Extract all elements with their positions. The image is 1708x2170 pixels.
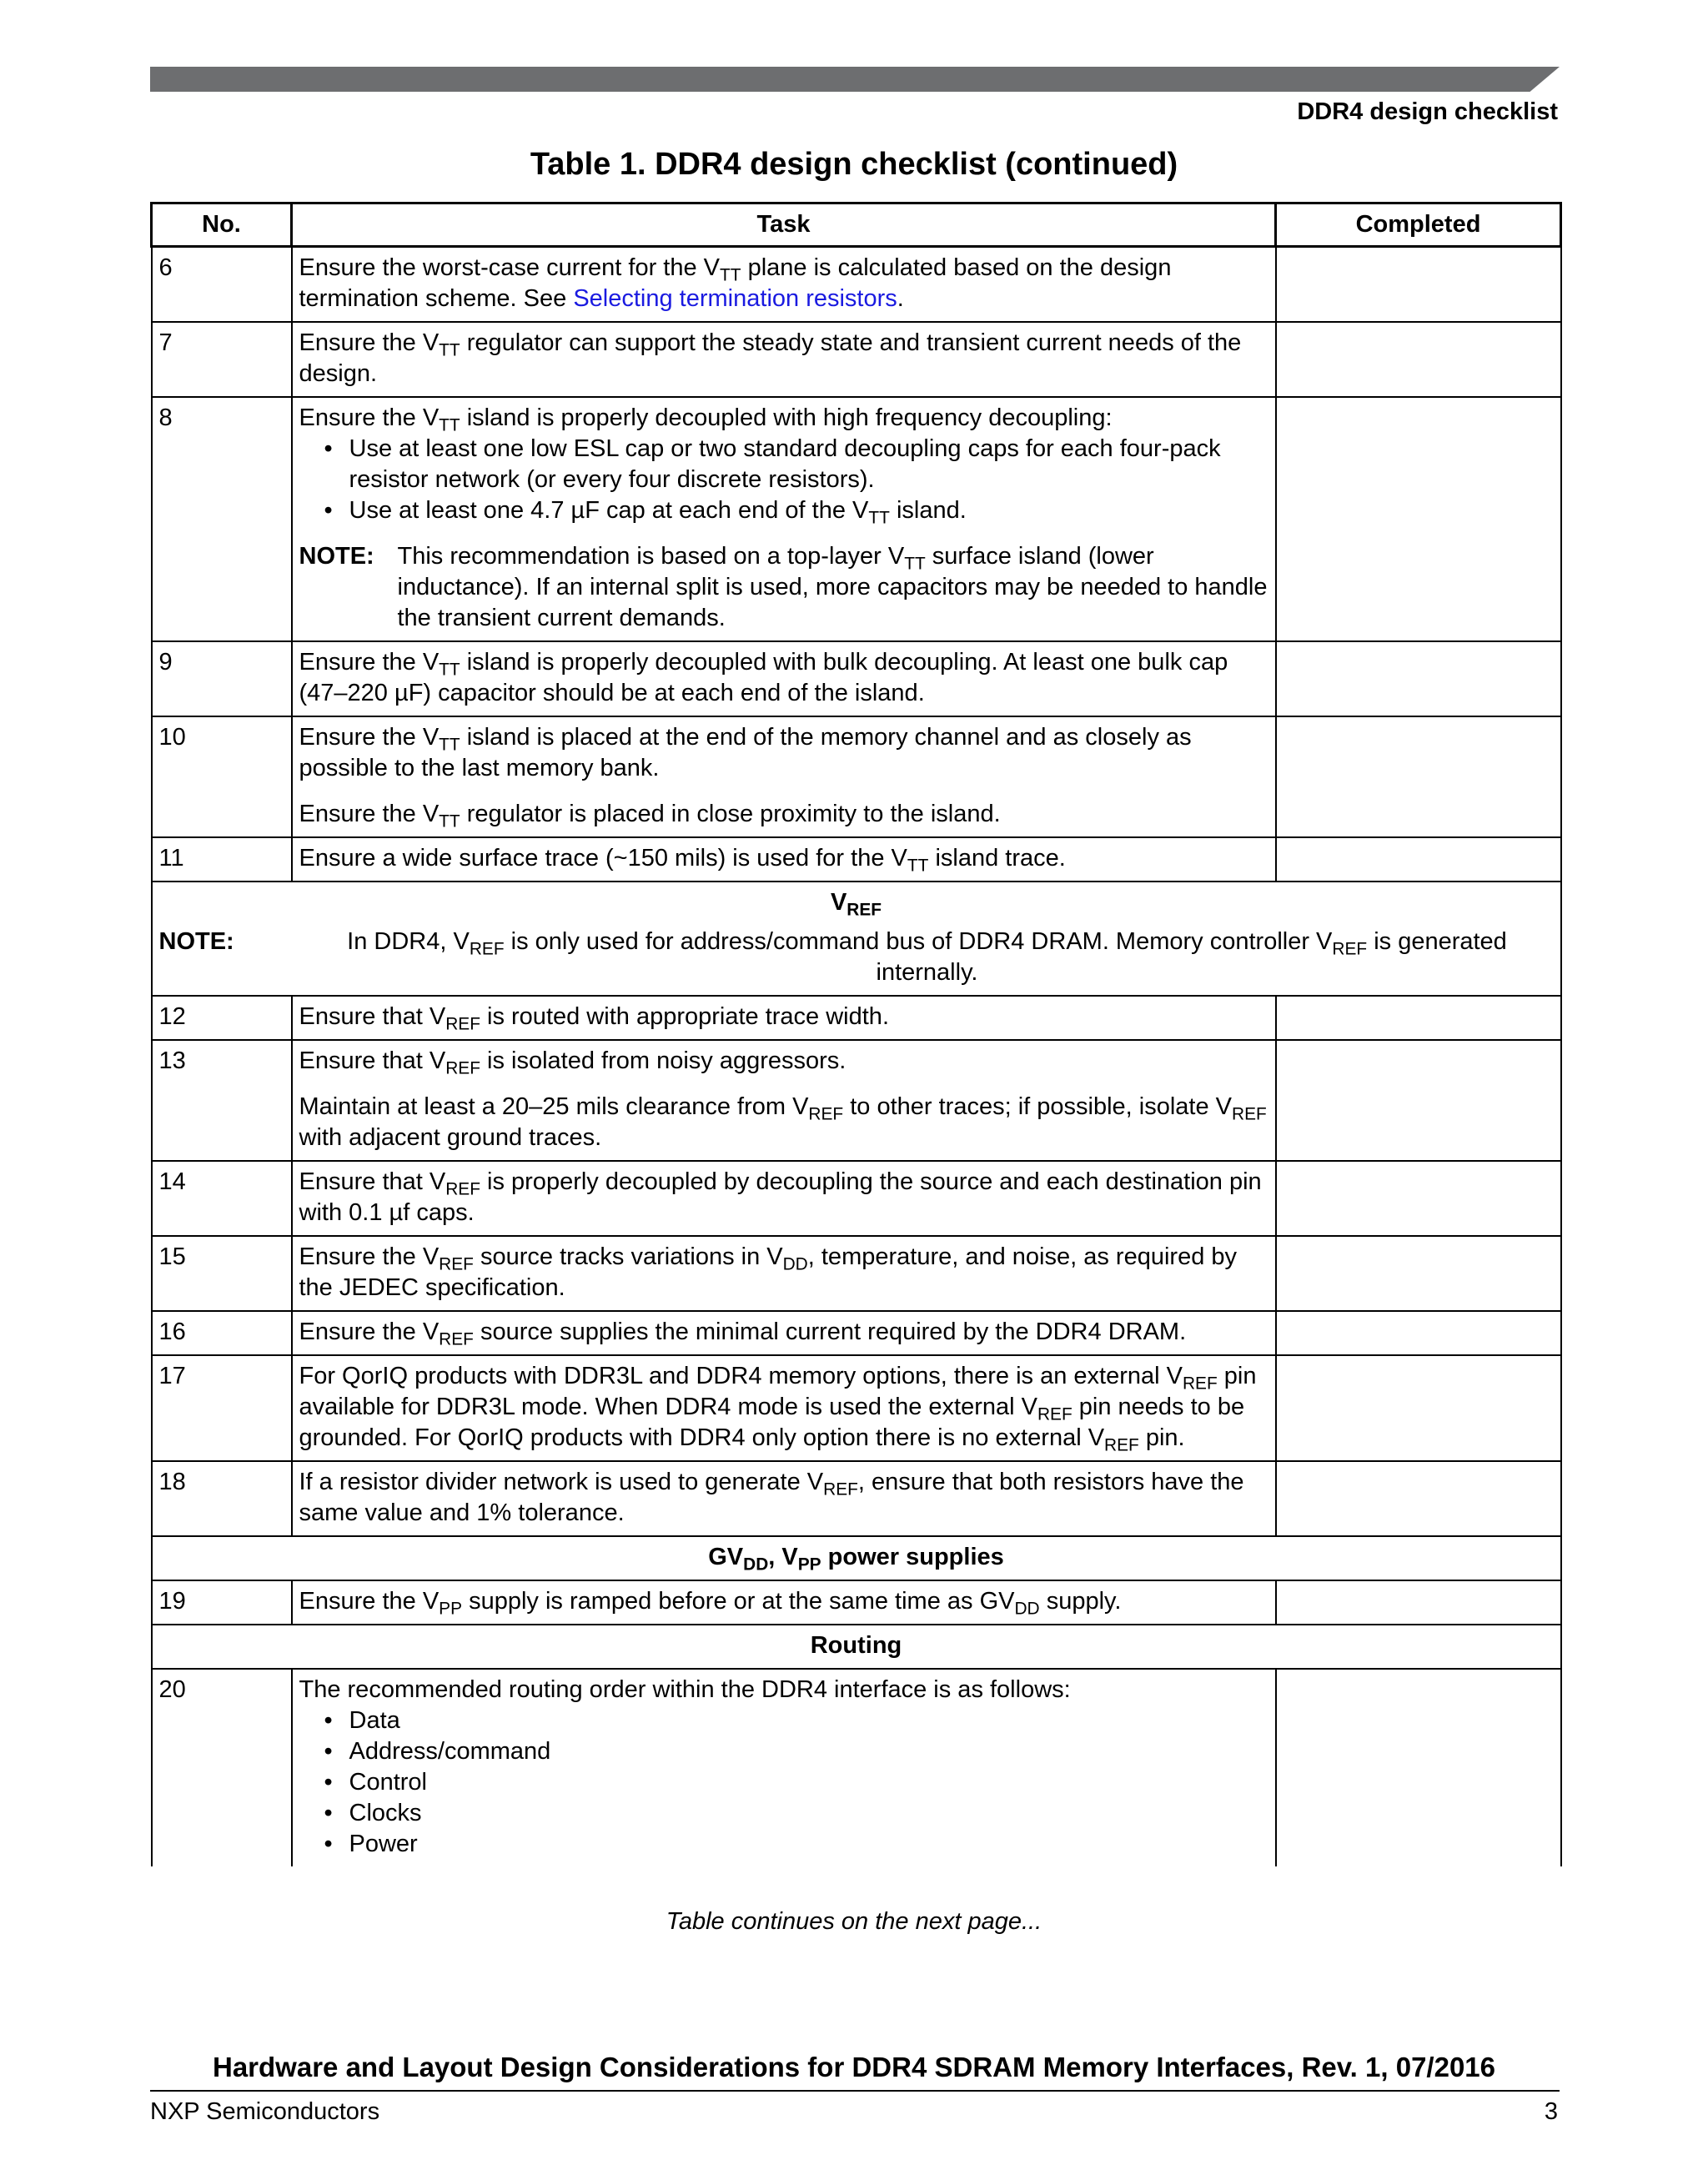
footer-divider bbox=[150, 2090, 1560, 2092]
bullet-list bbox=[299, 434, 1268, 526]
company-name: NXP Semiconductors bbox=[150, 2098, 380, 2125]
table-row bbox=[152, 1040, 1561, 1161]
row-number: 12 bbox=[152, 996, 292, 1040]
list-item: • Use at least one 4.7 µF cap at each end of the $V_{TT}$ island. bbox=[349, 495, 1268, 526]
row-number: 9 bbox=[152, 641, 292, 716]
section-row-power bbox=[152, 1536, 1561, 1580]
task-cell: Ensure the $V_{TT}$ island is placed at the end of the memory channel and as closely as possible to the last memory bank. Ensure the $V_{TT}$ regulator is placed in close proximity to the island. bbox=[292, 716, 1276, 837]
row-number: 7 bbox=[152, 322, 292, 397]
task-cell: For QorIQ products with DDR3L and DDR4 memory options, there is an external $V_{REF}$ pin available for DDR3L mode. When DDR4 mode is used the external $V_{REF}$ pin needs to be grounded. For QorIQ products with DDR4 only option there is no external $V_{REF}$ pin. bbox=[292, 1355, 1276, 1461]
row-number: 16 bbox=[152, 1311, 292, 1355]
column-header-no: No. bbox=[152, 203, 292, 247]
task-cell: Ensure a wide surface trace (~150 mils) is used for the $V_{TT}$ island trace. bbox=[292, 837, 1276, 882]
page-number: 3 bbox=[1544, 2098, 1558, 2125]
table-row bbox=[152, 837, 1561, 882]
table-header-row bbox=[152, 203, 1561, 247]
table-row bbox=[152, 1161, 1561, 1236]
table-row bbox=[152, 716, 1561, 837]
table-row bbox=[152, 1311, 1561, 1355]
section-title-routing: Routing bbox=[152, 1625, 1561, 1669]
task-cell: If a resistor divider network is used to generate $V_{REF}$, ensure that both resistors have the same value and 1% tolerance. bbox=[292, 1461, 1276, 1536]
completed-cell[interactable] bbox=[1276, 1355, 1561, 1461]
task-cell: Ensure the $V_{PP}$ supply is ramped before or at the same time as $GV_{DD}$ supply. bbox=[292, 1580, 1276, 1625]
row-number: 17 bbox=[152, 1355, 292, 1461]
header-bar bbox=[150, 67, 1560, 92]
list-item: • Address/command bbox=[349, 1736, 1268, 1767]
section-title-power: $GV_{DD}$, $V_{PP}$ power supplies bbox=[152, 1536, 1561, 1580]
table-row bbox=[152, 1461, 1561, 1536]
note bbox=[299, 541, 1268, 634]
row-number: 14 bbox=[152, 1161, 292, 1236]
table-row bbox=[152, 247, 1561, 323]
task-cell: Ensure the $V_{TT}$ island is properly decoupled with bulk decoupling. At least one bulk cap (47–220 µF) capacitor should be at each end of the island. bbox=[292, 641, 1276, 716]
section-title-vref: $V_{REF}$ bbox=[830, 889, 882, 920]
list-item: • Data bbox=[349, 1705, 1268, 1736]
bullet-list bbox=[299, 1705, 1268, 1860]
row-number: 11 bbox=[152, 837, 292, 882]
completed-cell[interactable] bbox=[1276, 1040, 1561, 1161]
section-row-routing bbox=[152, 1625, 1561, 1669]
completed-cell[interactable] bbox=[1276, 1580, 1561, 1625]
completed-cell[interactable] bbox=[1276, 1669, 1561, 1866]
list-item: • Use at least one low ESL cap or two standard decoupling caps for each four-pack resistor network (or every four discrete resistors). bbox=[349, 434, 1268, 495]
table-title: Table 1. DDR4 design checklist (continued) bbox=[530, 147, 1178, 182]
running-head: DDR4 design checklist bbox=[1297, 98, 1558, 125]
row-number: 8 bbox=[152, 397, 292, 641]
completed-cell[interactable] bbox=[1276, 716, 1561, 837]
task-cell: Ensure the $V_{REF}$ source tracks variations in $V_{DD}$, temperature, and noise, as required by the JEDEC specification. bbox=[292, 1236, 1276, 1311]
table-row bbox=[152, 641, 1561, 716]
task-cell: The recommended routing order within the DDR4 interface is as follows: • Data • Address/command • Control • Clocks • Power bbox=[292, 1669, 1276, 1866]
row-number: 19 bbox=[152, 1580, 292, 1625]
note-text: This recommendation is based on a top-layer $V_{TT}$ surface island (lower inductance). If an internal split is used, more capacitors may be needed to handle the transient current demands. bbox=[397, 543, 1268, 631]
table-row bbox=[152, 1355, 1561, 1461]
table-row bbox=[152, 1669, 1561, 1866]
row-number: 6 bbox=[152, 247, 292, 323]
task-cell: Ensure the $V_{TT}$ regulator can support the steady state and transient current needs of the design. bbox=[292, 322, 1276, 397]
list-item: • Power bbox=[349, 1829, 1268, 1860]
column-header-completed: Completed bbox=[1276, 203, 1561, 247]
task-cell: Ensure that $V_{REF}$ is routed with appropriate trace width. bbox=[292, 996, 1276, 1040]
table-row bbox=[152, 397, 1561, 641]
completed-cell[interactable] bbox=[1276, 1461, 1561, 1536]
completed-cell[interactable] bbox=[1276, 322, 1561, 397]
row-number: 10 bbox=[152, 716, 292, 837]
row-number: 20 bbox=[152, 1669, 292, 1866]
table-row bbox=[152, 1236, 1561, 1311]
document-title: Hardware and Layout Design Considerations for DDR4 SDRAM Memory Interfaces, Rev. 1, 07/2016 bbox=[213, 2052, 1495, 2082]
note-text: In DDR4, $V_{REF}$ is only used for address/command bus of DDR4 DRAM. Memory controller $V_{REF}$ is generated internally. bbox=[347, 928, 1507, 986]
checklist-table bbox=[150, 202, 1562, 1866]
table-row bbox=[152, 322, 1561, 397]
task-cell: Ensure the $V_{REF}$ source supplies the minimal current required by the DDR4 DRAM. bbox=[292, 1311, 1276, 1355]
task-cell: Ensure the worst-case current for the $V_{TT}$ plane is calculated based on the design termination scheme. See Selecting termination resistors. bbox=[292, 247, 1276, 323]
column-header-task: Task bbox=[292, 203, 1276, 247]
completed-cell[interactable] bbox=[1276, 397, 1561, 641]
completed-cell[interactable] bbox=[1276, 247, 1561, 323]
table-continues-note: Table continues on the next page... bbox=[666, 1908, 1042, 1935]
row-number: 13 bbox=[152, 1040, 292, 1161]
completed-cell[interactable] bbox=[1276, 641, 1561, 716]
completed-cell[interactable] bbox=[1276, 1161, 1561, 1236]
section-row-vref bbox=[152, 882, 1561, 996]
completed-cell[interactable] bbox=[1276, 837, 1561, 882]
task-cell: Ensure that $V_{REF}$ is properly decoupled by decoupling the source and each destination pin with 0.1 µf caps. bbox=[292, 1161, 1276, 1236]
completed-cell[interactable] bbox=[1276, 996, 1561, 1040]
note-label: NOTE: bbox=[299, 543, 374, 570]
row-number: 18 bbox=[152, 1461, 292, 1536]
list-item: • Clocks bbox=[349, 1798, 1268, 1829]
completed-cell[interactable] bbox=[1276, 1311, 1561, 1355]
vref-note bbox=[159, 927, 1554, 988]
list-item: • Control bbox=[349, 1767, 1268, 1798]
task-cell: Ensure the $V_{TT}$ island is properly decoupled with high frequency decoupling: • Use at least one low ESL cap or two standard decoupling caps for each four-pack resistor network (or every four discrete resistors). • Use at least one 4.7 µF cap at each end of the $V_{TT}$ island. NOTE: This recommendation is based on a top-layer $V_{TT}$ surface island (lower inductance). If an internal split is used, more capacitors may be needed to handle the transient current demands. bbox=[292, 397, 1276, 641]
selecting-termination-link[interactable]: Selecting termination resistors bbox=[573, 285, 897, 312]
note-label: NOTE: bbox=[158, 928, 234, 955]
section-cell bbox=[152, 882, 1561, 996]
row-number: 15 bbox=[152, 1236, 292, 1311]
table-row bbox=[152, 996, 1561, 1040]
task-cell: Ensure that $V_{REF}$ is isolated from noisy aggressors. Maintain at least a 20–25 mils clearance from $V_{REF}$ to other traces; if possible, isolate $V_{REF}$ with adjacent ground traces. bbox=[292, 1040, 1276, 1161]
completed-cell[interactable] bbox=[1276, 1236, 1561, 1311]
table-row bbox=[152, 1580, 1561, 1625]
